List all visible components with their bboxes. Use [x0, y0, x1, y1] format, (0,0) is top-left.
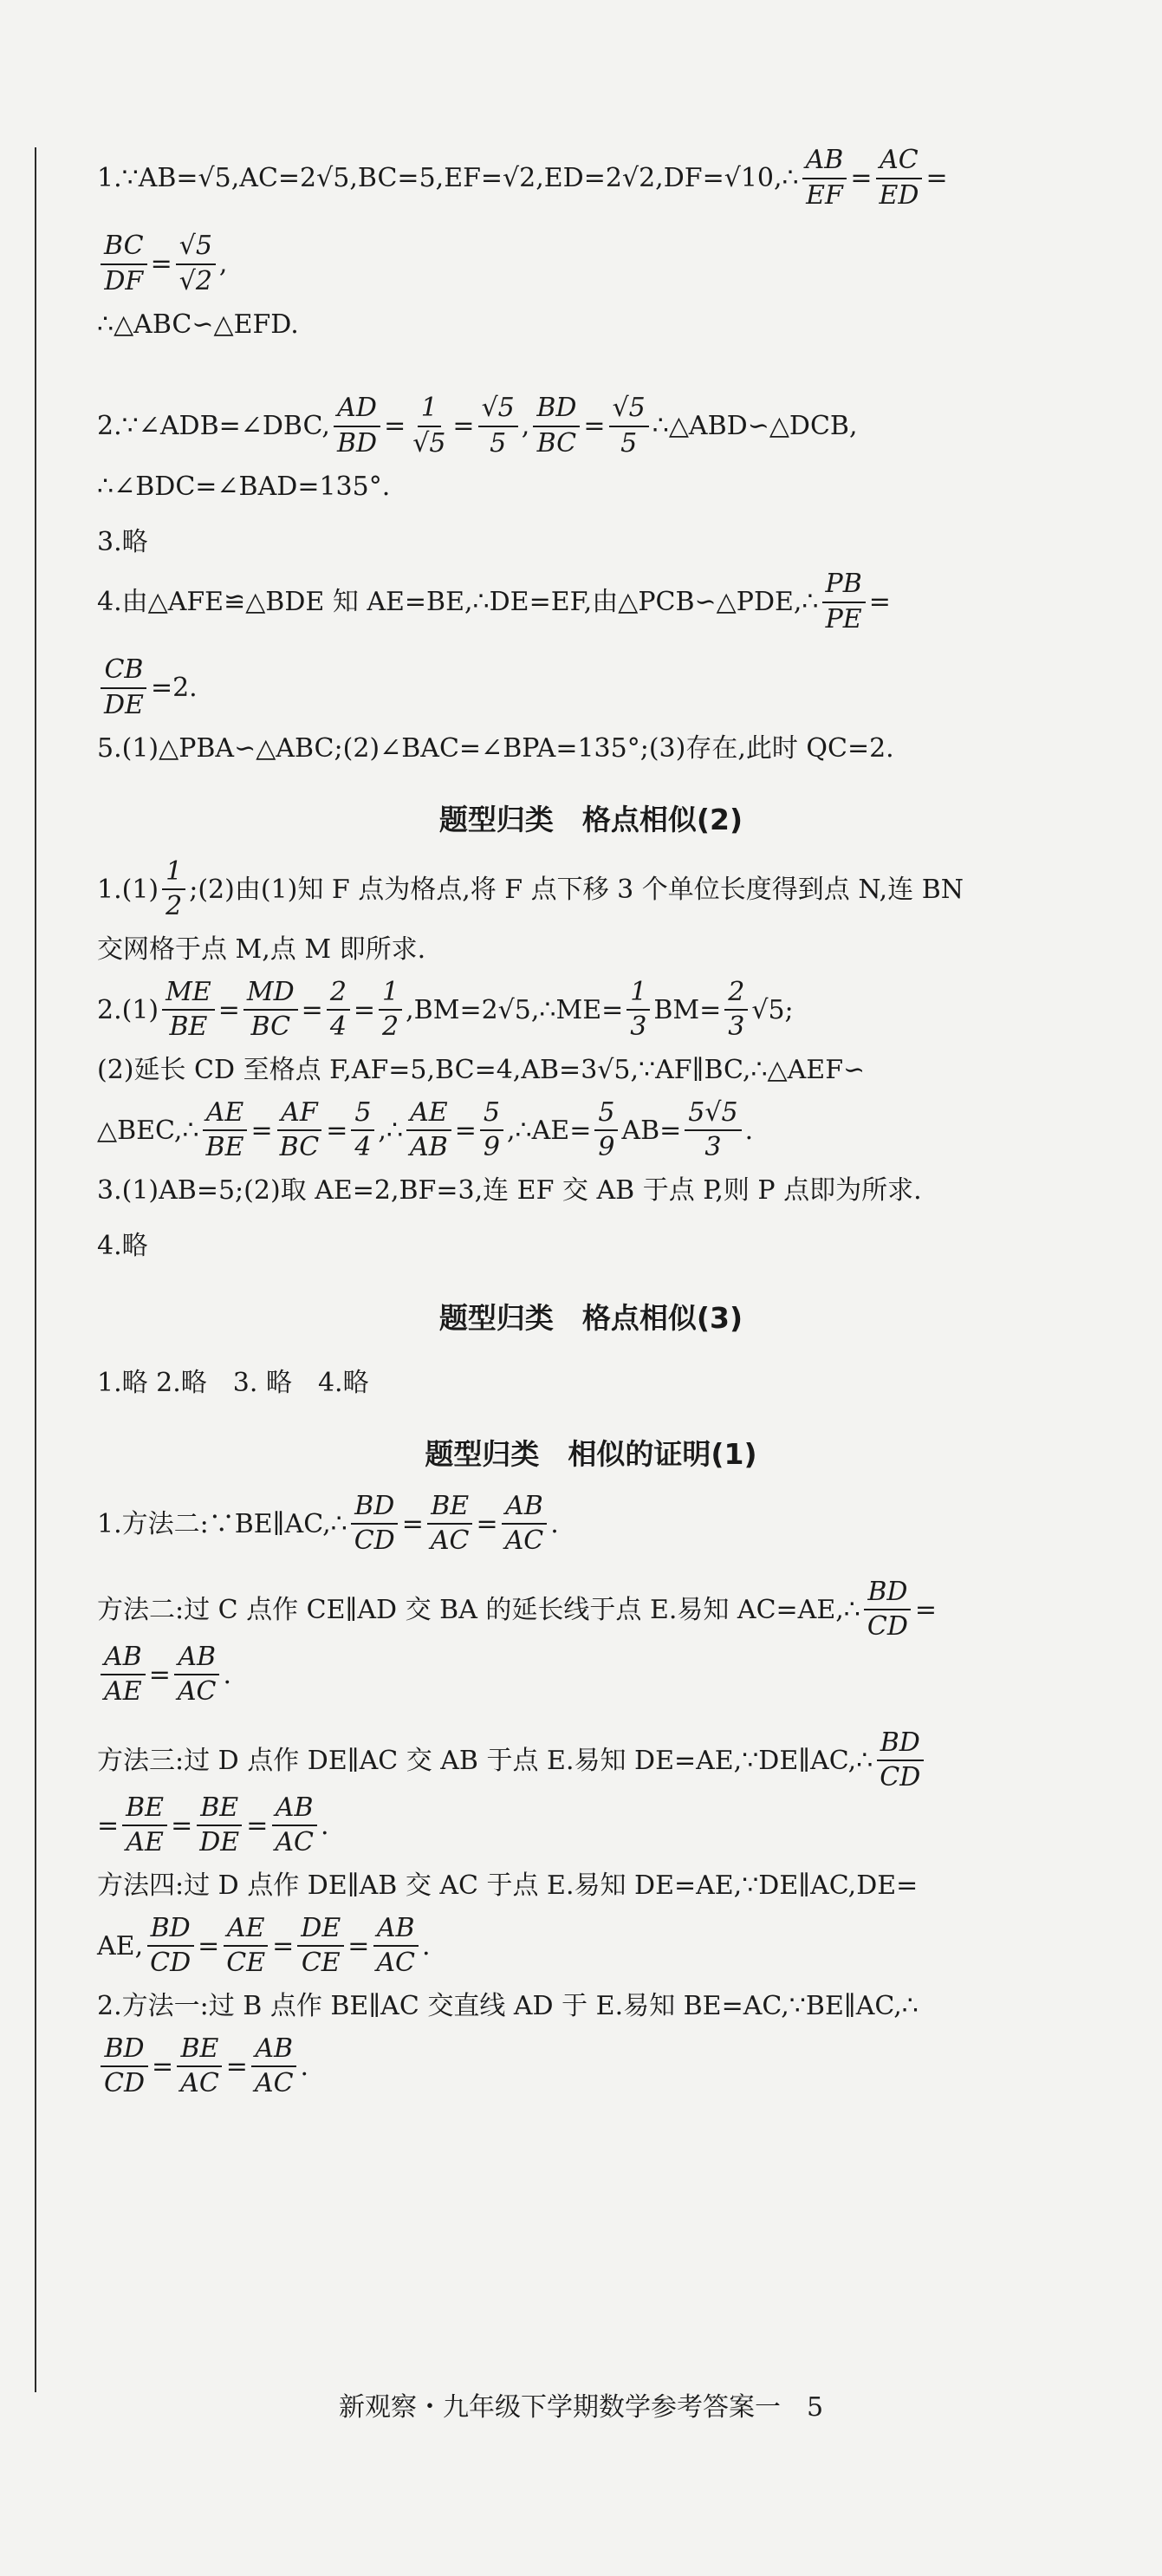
s3-answer-2-line-1: 2.方法一:过 B 点作 BE∥AC 交直线 AD 于 E.易知 BE=AC,∵BE∥AC,∴ — [97, 1991, 919, 2021]
answer-1-line-1: 1.∵AB=√5,AC=2√5,BC=5,EF=√2,ED=2√2,DF=√10,∴ $\frac{AB}{EF}$ = $\frac{AC}{ED}$ = — [97, 145, 948, 211]
fraction: $\frac{AB}{EF}$ — [802, 146, 847, 211]
s1-answer-1-line-1: 1.(1) $\frac{1}{2}$ ;(2)由(1)知 F 点为格点,将 F 点下移 3 个单位长度得到点 N,连 BN — [97, 855, 964, 921]
fraction: $\frac{BD}{CD}$ — [351, 1492, 399, 1557]
fraction: $\frac{√5}{5}$ — [609, 394, 649, 459]
fraction: $\frac{AE}{CE}$ — [223, 1914, 269, 1979]
fraction: $\frac{AE}{AB}$ — [406, 1098, 451, 1163]
margin-rule — [35, 147, 36, 2392]
fraction: $\frac{BD}{CD}$ — [864, 1577, 912, 1643]
fraction: $\frac{BE}{AE}$ — [122, 1793, 167, 1858]
s3-method-line-1: 1.方法二:∵BE∥AC,∴ $\frac{BD}{CD}$ = $\frac{BE}{AC}$ = $\frac{AB}{AC}$ . — [97, 1490, 559, 1556]
answer-5: 5.(1)△PBA∽△ABC;(2)∠BAC=∠BPA=135°;(3)存在,此时 QC=2. — [97, 732, 894, 764]
answer-2-line-2: ∴∠BDC=∠BAD=135°. — [97, 471, 391, 502]
section-title-grid-similar-2: 题型归类 格点相似(2) — [438, 803, 743, 836]
s3-method-4-line-1: 方法四:过 D 点作 DE∥AB 交 AC 于点 E.易知 DE=AE,∵DE∥AC,DE= — [97, 1870, 919, 1901]
section-title-similarity-proof-1: 题型归类 相似的证明(1) — [425, 1437, 757, 1471]
fraction: $\frac{BE}{AC}$ — [177, 2034, 223, 2099]
fraction: $\frac{BD}{CD}$ — [101, 2034, 148, 2099]
fraction: $\frac{MD}{BC}$ — [243, 978, 298, 1043]
s1-answer-2-line-1: 2.(1) $\frac{ME}{BE}$ = $\frac{MD}{BC}$ = $\frac{2}{4}$ = $\frac{1}{2}$ ,BM=2√5,∴ME= $\frac{1}{3}$ BM= $\frac{2}{3}$ √5; — [97, 976, 794, 1042]
fraction: $\frac{√5}{√2}$ — [176, 231, 216, 296]
s1-answer-3: 3.(1)AB=5;(2)取 AE=2,BF=3,连 EF 交 AB 于点 P,则 P 点即为所求. — [97, 1175, 922, 1206]
s3-method-3-line-2: = $\frac{BE}{AE}$ = $\frac{BE}{DE}$ = $\frac{AB}{AC}$ . — [97, 1792, 329, 1857]
s1-answer-2-line-3: △BEC,∴ $\frac{AE}{BE}$ = $\frac{AF}{BC}$ = $\frac{5}{4}$ ,∴ $\frac{AE}{AB}$ = $\frac{5}{9}$ ,∴AE= $\frac{5}{9}$ AB= $\frac{5√5}{3}$ . — [97, 1096, 754, 1162]
s3-method-2-line-1: 方法二:过 C 点作 CE∥AD 交 BA 的延长线于点 E.易知 AC=AE,∴ $\frac{BD}{CD}$ = — [97, 1576, 938, 1642]
fraction: $\frac{AE}{BE}$ — [203, 1098, 248, 1163]
s1-answer-4: 4.略 — [97, 1231, 148, 1261]
answer-2-line-1: 2.∵∠ADB=∠DBC, $\frac{AD}{BD}$ = $\frac{1}{√5}$ = $\frac{√5}{5}$ , $\frac{BD}{BC}$ = $\frac{√5}{5}$ ∴△ABD∽△DCB, — [97, 393, 858, 459]
fraction: $\frac{1}{√5}$ — [412, 393, 446, 459]
answer-1-line-2: $\frac{BC}{DF}$ = $\frac{√5}{√2}$ , — [97, 231, 1085, 296]
fraction: $\frac{AB}{AC}$ — [174, 1643, 220, 1708]
fraction: $\frac{√5}{5}$ — [478, 394, 518, 459]
s3-method-3-line-1: 方法三:过 D 点作 DE∥AC 交 AB 于点 E.易知 DE=AE,∵DE∥AC,∴ $\frac{BD}{CD}$ — [97, 1728, 1085, 1793]
fraction: $\frac{AC}{ED}$ — [875, 146, 922, 211]
fraction: $\frac{ME}{BE}$ — [162, 978, 215, 1043]
fraction: $\frac{AF}{BC}$ — [276, 1098, 323, 1163]
answer-3: 3.略 — [97, 526, 148, 557]
fraction: $\frac{DE}{CE}$ — [297, 1914, 344, 1979]
fraction: $\frac{AB}{AC}$ — [251, 2034, 297, 2099]
answer-content — [97, 146, 1085, 2099]
fraction: $\frac{1}{2}$ — [379, 978, 402, 1043]
s3-answer-2-line-2: $\frac{BD}{CD}$ = $\frac{BE}{AC}$ = $\frac{AB}{AC}$ . — [97, 2034, 1085, 2099]
fraction: $\frac{2}{4}$ — [327, 978, 350, 1043]
fraction: $\frac{5√5}{3}$ — [685, 1098, 741, 1163]
answer-1-conclusion: ∴△ABC∽△EFD. — [97, 309, 299, 340]
fraction: $\frac{AB}{AC}$ — [373, 1914, 419, 1979]
fraction: $\frac{AB}{AC}$ — [502, 1492, 548, 1557]
fraction: $\frac{AB}{AE}$ — [101, 1643, 146, 1708]
fraction: $\frac{1}{2}$ — [162, 857, 185, 922]
fraction: $\frac{1}{3}$ — [626, 978, 650, 1043]
fraction: $\frac{BD}{CD}$ — [876, 1728, 924, 1793]
fraction: $\frac{BD}{CD}$ — [146, 1914, 194, 1979]
fraction: $\frac{2}{3}$ — [724, 978, 748, 1043]
fraction: $\frac{BC}{DF}$ — [101, 231, 147, 296]
s1-answer-1-line-2: 交网格于点 M,点 M 即所求. — [97, 934, 426, 965]
fraction: $\frac{5}{9}$ — [594, 1098, 618, 1163]
answer-4-line-2: $\frac{CB}{DE}$ =2. — [97, 655, 1085, 720]
answer-4-line-1: 4.由△AFE≌△BDE 知 AE=BE,∴DE=EF,由△PCB∽△PDE,∴ $\frac{PB}{PE}$ = — [97, 569, 891, 634]
fraction: $\frac{CB}{DE}$ — [101, 655, 147, 720]
fraction: $\frac{5}{4}$ — [351, 1098, 374, 1163]
fraction: $\frac{AB}{AC}$ — [271, 1793, 317, 1858]
fraction: $\frac{BE}{DE}$ — [196, 1793, 243, 1858]
fraction: $\frac{AD}{BD}$ — [334, 394, 380, 459]
page-footer: 新观察・九年级下学期数学参考答案一 5 — [338, 2392, 824, 2423]
fraction: $\frac{5}{9}$ — [480, 1098, 503, 1163]
s3-method-2-line-2: $\frac{AB}{AE}$ = $\frac{AB}{AC}$ . — [97, 1643, 1085, 1708]
section-title-grid-similar-3: 题型归类 格点相似(3) — [438, 1300, 743, 1335]
s3-method-4-line-2: AE, $\frac{BD}{CD}$ = $\frac{AE}{CE}$ = $\frac{DE}{CE}$ = $\frac{AB}{AC}$ . — [97, 1912, 431, 1978]
fraction: $\frac{BD}{BC}$ — [533, 394, 580, 459]
s1-answer-2-line-2: (2)延长 CD 至格点 F,AF=5,BC=4,AB=3√5,∵AF∥BC,∴△AEF∽ — [97, 1055, 866, 1085]
s2-answers: 1.略 2.略 3. 略 4.略 — [97, 1367, 369, 1398]
fraction: $\frac{PB}{PE}$ — [822, 569, 866, 634]
fraction: $\frac{BE}{AC}$ — [427, 1492, 473, 1557]
